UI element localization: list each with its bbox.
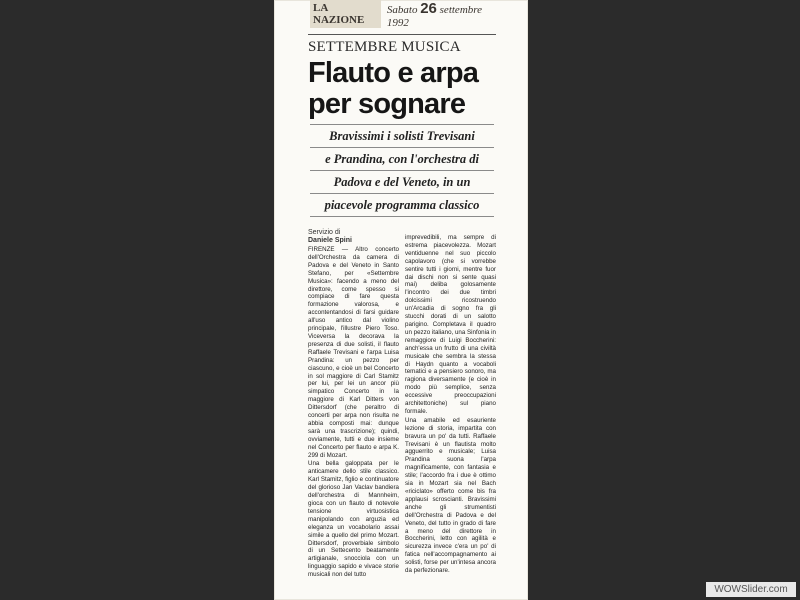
newspaper-name: LA NAZIONE (310, 0, 381, 28)
headline-line-2: per sognare (308, 88, 466, 120)
headline-line-1: Flauto e arpa (308, 57, 479, 89)
date-day-name: Sabato (386, 3, 418, 16)
subhead-line-1: Bravissimi i solisti Trevisani (310, 124, 494, 148)
body-paragraph: Una bella galoppata per le anticamere dello stile classico. Karl Stamitz, figlio e continuatore del glorioso Jan Vaclav bandiera dell'orchestra di Mannheim, gioca con un flauto di notevole tensione virtuosistica manipolando con arguzia ed eleganza un vocabolario assai simile a quello del primo Mozart. Dittersdorf, proverbiale simbolo di un Settecento beatamente artigianale, snocciola con un linguaggio sapido e vivace storie musicali non del tutto (308, 460, 399, 579)
body-paragraph: FIRENZE — Altro concerto dell'Orchestra da camera di Padova e del Veneto in Santo Stefano, per «Settembre Musica»: facendo a meno del direttore, come spesso si compiace di fare questa formazione valorosa, e accontentandosi di farsi guidare all'uso antico dal violino principale, l'illustre Piero Toso. Viceversa la decorava la presenza di due solisti, il flauto Raffaele Trevisani e l'arpa Luisa Prandina: un pezzo per ciascuno, e cioè un bel Concerto in sol maggiore di Carl Stamitz per lui, per lei un ancor più simpatico Concerto in la maggiore di Karl Ditters von Dittersdorf (che peraltro di concerti per arpa non risulta ne abbia composti mai: dunque sarà una trascrizione); quindi, ovviamente, tutti e due insieme nel Concerto per flauto e arpa K. 299 di Mozart. (308, 246, 399, 459)
masthead (310, 0, 500, 29)
article-headline (308, 58, 496, 120)
watermark-link[interactable]: WOWSlider.com (706, 582, 796, 597)
article-kicker: SETTEMBRE MUSICA (308, 39, 461, 55)
article-subhead (310, 124, 494, 217)
article (308, 34, 496, 579)
body-paragraph: Una amabile ed esauriente lezione di storia, impartita con bravura un po' da tutti. Raffaele Trevisani è un flautista molto agguerrito e musicale; Luisa Prandina suona l'arpa magnificamente, con fantasia e stile; l'accordo fra i due è ottimo sia in Mozart sia nel Bach «riciclato» offerto come bis fra applausi scroscianti. Bravissimi anche gli strumentisti dell'Orchestra di Padova e del Veneto, del tutto in grado di fare a meno del direttore in Boccherini, letto con agilità e sicurezza invece c'era un po' di fatica nell'accompagnamento ai solisti, forse per un'intesa ancora da perfezionare. (405, 416, 496, 575)
date-day-number: 26 (420, 0, 437, 17)
newspaper-clipping (274, 0, 528, 600)
byline-author: Daniele Spini (308, 237, 352, 244)
byline-label: Servizio di (308, 229, 341, 236)
body-column-left (308, 246, 399, 579)
date-month-year: settembre 1992 (386, 3, 483, 29)
top-rule (308, 34, 496, 35)
subhead-line-4: piacevole programma classico (310, 194, 494, 217)
body-column-right (405, 234, 496, 579)
subhead-line-2: e Prandina, con l'orchestra di (310, 148, 494, 171)
publication-date (387, 0, 500, 29)
subhead-line-3: Padova e del Veneto, in un (310, 171, 494, 194)
body-paragraph: imprevedibili, ma sempre di estrema piacevolezza. Mozart ventiduenne nel suo piccolo capolavoro (che si vorrebbe sentire tutti i giorni, mentre fuor dai dischi non si sente quasi mai) delibа golosamente l'incontro dei due timbri dolcissimi ricostruendo un'Arcadia di sogno fra gli stucchi dorati di un salotto parigino. Completava il quadro un pezzo italiano, una Sinfonia in remaggiore di Luigi Boccherini: anch'essa un frutto di una civiltà musicale che sembra la stessa di Haydn quanto a vocaboli tematici e a pensiero sonoro, ma ragiona diversamente (e cioè in modo più semplice, senza eccessive preoccupazioni architettoniche) sul piano formale. (405, 234, 496, 415)
